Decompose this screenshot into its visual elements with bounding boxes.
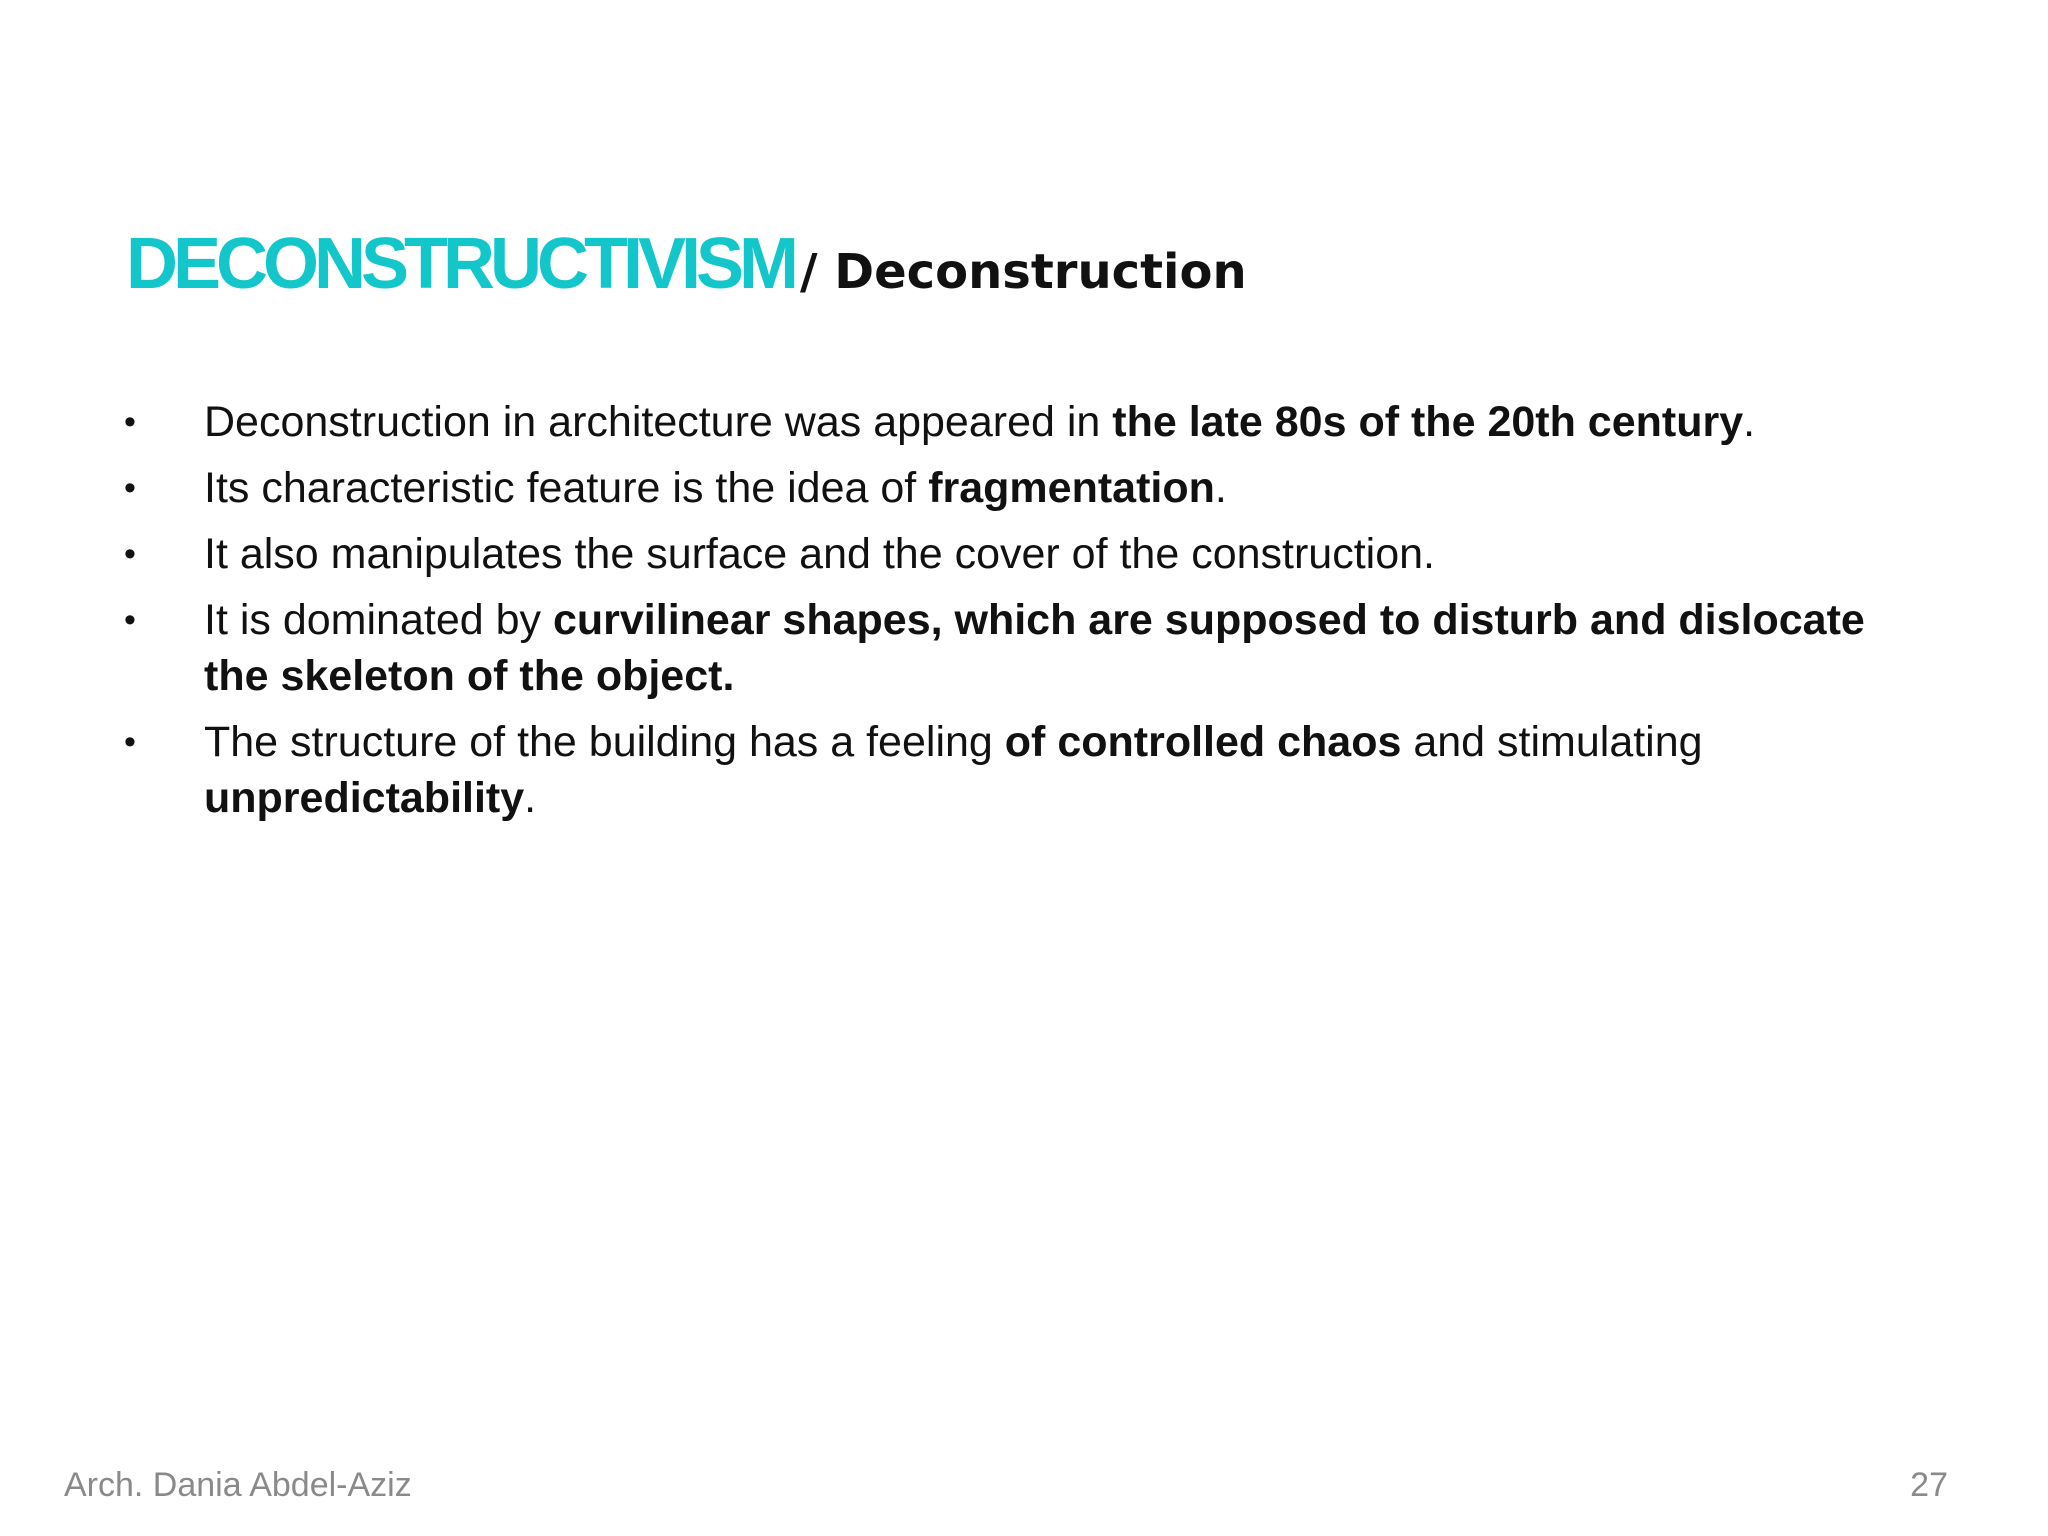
footer-author: Arch. Dania Abdel-Aziz bbox=[64, 1466, 412, 1504]
bullet-item bbox=[124, 460, 1924, 516]
bullet-dot-icon: • bbox=[124, 535, 136, 573]
bullet-item bbox=[124, 526, 1924, 582]
title-subtitle: / Deconstruction bbox=[800, 244, 1247, 300]
title-main: DECONSTRUCTIVISM bbox=[126, 224, 795, 304]
bullet-text-end: . bbox=[1743, 398, 1756, 446]
bullet-item bbox=[124, 394, 1924, 450]
bullet-text: The structure of the building has a feeling bbox=[204, 718, 1005, 766]
bullet-text: Deconstruction in architecture was appeared in bbox=[204, 398, 1113, 446]
slide-title bbox=[126, 224, 1247, 304]
bullet-dot-icon: • bbox=[124, 403, 136, 441]
bullet-item bbox=[124, 592, 1924, 704]
bullet-dot-icon: • bbox=[124, 469, 136, 507]
page-number: 27 bbox=[1910, 1466, 1948, 1504]
bullet-bold-text: curvilinear shapes, which are supposed to disturb and dislocate the skeleton of the object. bbox=[204, 596, 1865, 700]
bullet-dot-icon: • bbox=[124, 723, 136, 761]
bullet-bold-text: of controlled chaos bbox=[1004, 718, 1402, 766]
bullet-dot-icon: • bbox=[124, 601, 136, 639]
bullet-text: Its characteristic feature is the idea of bbox=[204, 464, 929, 512]
bullet-text: It is dominated by bbox=[204, 596, 553, 644]
bullet-text: It also manipulates the surface and the cover of the construction. bbox=[204, 530, 1435, 578]
bullet-text-end: . bbox=[524, 774, 537, 822]
bullet-text-end: . bbox=[1214, 464, 1227, 512]
bullet-list bbox=[124, 394, 1924, 836]
bullet-bold-text-2: unpredictability bbox=[204, 774, 525, 822]
bullet-text-middle: and stimulating bbox=[1401, 718, 1703, 766]
bullet-item bbox=[124, 714, 1924, 826]
bullet-bold-text: fragmentation bbox=[928, 464, 1215, 512]
bullet-bold-text: the late 80s of the 20th century bbox=[1112, 398, 1744, 446]
